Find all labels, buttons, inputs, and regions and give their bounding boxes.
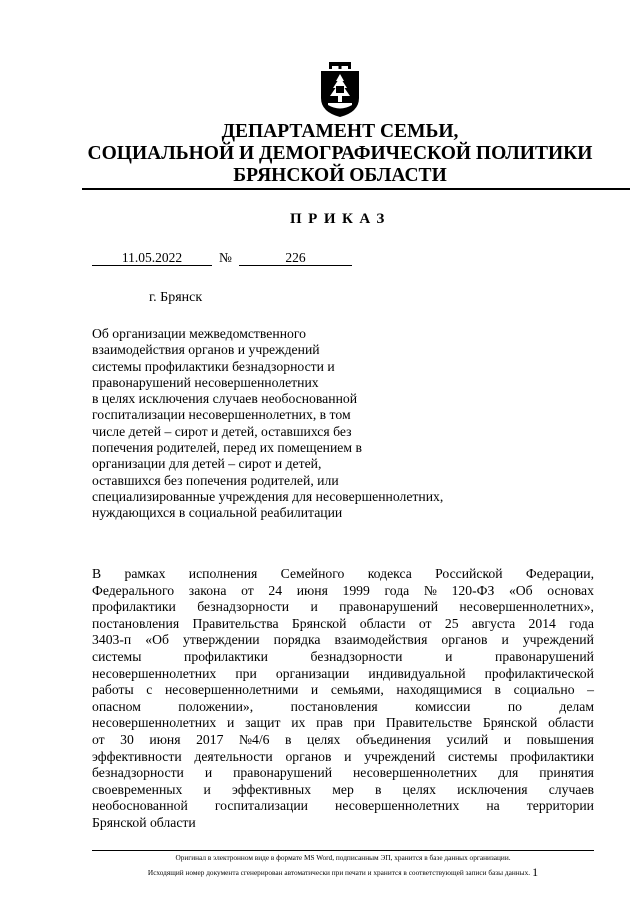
body-word: безнадзорности	[197, 599, 290, 615]
body-word: территории	[526, 798, 594, 814]
subject-line: взаимодействия органов и учреждений	[92, 342, 320, 358]
body-word: усилий	[446, 731, 489, 747]
body-word: Российской	[435, 566, 503, 581]
body-word: несовершеннолетних	[352, 765, 478, 781]
organization-name	[60, 121, 620, 187]
document-date: 11.05.2022	[92, 250, 212, 266]
body-word: социально	[513, 682, 575, 698]
org-line: БРЯНСКОЙ ОБЛАСТИ	[233, 165, 447, 186]
body-word: Семейного	[280, 566, 345, 581]
body-word: несовершеннолетних	[92, 665, 217, 681]
document-subject	[92, 326, 512, 522]
document-type: ПРИКАЗ	[290, 211, 391, 227]
body-word: –	[587, 682, 594, 698]
subject-line: госпитализации несовершеннолетних, в том	[92, 407, 351, 423]
body-word: взаимодействия	[334, 632, 428, 648]
number-sign: №	[219, 250, 232, 265]
body-line	[92, 566, 594, 583]
body-word: правонарушений	[339, 599, 439, 615]
body-word: июня	[296, 582, 328, 598]
body-word: кодекса	[367, 566, 412, 581]
body-word: индивидуальной	[368, 665, 466, 681]
body-word: постановления	[92, 615, 180, 631]
body-word: области	[359, 615, 406, 631]
body-word: системы	[92, 648, 142, 664]
body-word: 3403-п	[92, 632, 132, 648]
body-word: безнадзорности	[310, 648, 403, 664]
document-city: г. Брянск	[149, 290, 203, 305]
body-word: в	[494, 682, 501, 698]
body-word: закона	[188, 582, 227, 598]
body-word: деятельности	[194, 748, 273, 764]
body-word: исключения	[457, 781, 528, 797]
footer-note-original: Оригинал в электронном виде в формате MS Word, подписанным ЭП, хранится в базе данных организации.	[175, 853, 511, 862]
body-word: целях	[402, 781, 436, 797]
body-word: несовершеннолетних	[335, 798, 460, 814]
body-word: Брянской	[482, 715, 538, 731]
body-word: правонарушений	[233, 765, 333, 781]
body-line	[92, 632, 594, 649]
body-word: с	[146, 682, 153, 698]
body-word: 30	[120, 731, 134, 747]
body-word: области	[548, 715, 594, 731]
body-word: мер	[332, 781, 354, 797]
body-word: по	[507, 698, 522, 714]
body-word: года	[384, 582, 410, 598]
body-word: Правительстве	[385, 715, 473, 731]
body-word: основах	[547, 582, 594, 598]
body-word: учреждений	[364, 748, 436, 764]
body-line	[92, 782, 594, 799]
body-line	[92, 583, 594, 600]
subject-line: в целях исключения случаев необоснованной	[92, 391, 358, 407]
subject-line: организации для детей – сирот и детей,	[92, 456, 322, 472]
body-word: на	[486, 798, 500, 814]
header-divider	[82, 188, 630, 190]
body-word: Федерального	[92, 582, 175, 598]
subject-line: Об организации межведомственного	[92, 326, 306, 341]
body-word: прав	[316, 715, 343, 731]
body-word: от	[92, 731, 105, 747]
subject-line: числе детей – сирот и детей, оставшихся без	[92, 423, 352, 439]
footer-note-text: Исходящий номер документа сгенерирован автоматически при печати и хранится в соответствующей записи базы данных.	[147, 868, 531, 877]
body-word: профилактики	[510, 748, 594, 764]
body-word: профилактики	[184, 648, 268, 664]
body-word: комиссии	[415, 698, 471, 714]
body-line	[92, 699, 594, 716]
document-number: 226	[239, 250, 352, 266]
body-word: эффективных	[231, 781, 312, 797]
body-word: и	[310, 682, 319, 698]
body-word: порядка	[273, 632, 321, 648]
body-word: эффективности	[92, 748, 182, 764]
body-word: госпитализации	[214, 798, 308, 814]
body-line	[92, 798, 594, 815]
body-word: и	[204, 765, 213, 781]
body-word: находящимися	[396, 682, 482, 698]
body-word: в	[285, 731, 292, 747]
body-word: 1999	[342, 582, 370, 598]
body-line	[92, 749, 594, 766]
bryansk-coat-of-arms-icon	[318, 62, 362, 118]
body-word: и	[344, 748, 352, 764]
body-word: безнадзорности	[92, 765, 184, 781]
body-word: положении»,	[178, 698, 254, 714]
body-word: 120-ФЗ	[451, 582, 495, 598]
body-word: от	[241, 582, 254, 598]
body-word: органов	[285, 748, 332, 764]
body-word: и	[310, 599, 318, 615]
subject-line: попечения родителей, перед их помещением в	[92, 440, 362, 456]
body-word: №4/6	[238, 731, 270, 747]
body-word: объединения	[355, 731, 431, 747]
body-word: в	[374, 781, 382, 797]
body-word: системы	[448, 748, 498, 764]
body-word: года	[569, 615, 594, 631]
body-word: «Об	[145, 632, 169, 648]
body-word: и	[227, 715, 235, 731]
footer-divider	[92, 850, 594, 851]
body-word: рамках	[124, 566, 166, 581]
body-word: защит	[245, 715, 281, 731]
body-word: Правительства	[192, 615, 279, 631]
body-word: принятия	[539, 765, 594, 781]
body-word: «Об	[508, 582, 533, 598]
body-word: Брянской	[291, 615, 347, 631]
body-word: организации	[275, 665, 350, 681]
body-line	[92, 682, 594, 699]
body-word: исполнения	[188, 566, 258, 581]
body-word: случаев	[548, 781, 594, 797]
body-word: работы	[92, 682, 134, 698]
org-line: ДЕПАРТАМЕНТ СЕМЬИ,	[221, 121, 459, 142]
body-line	[92, 765, 594, 782]
body-word: правонарушений	[495, 648, 594, 664]
body-word: 24	[268, 582, 283, 598]
body-word: и	[503, 731, 512, 747]
document-body	[92, 566, 594, 832]
subject-line: специализированные учреждения для несовершеннолетних,	[92, 488, 444, 504]
body-word: августа	[471, 615, 516, 631]
body-word: Федерации,	[525, 566, 594, 581]
body-word: семьями,	[330, 682, 384, 698]
body-word: целях	[307, 731, 341, 747]
body-word: 25	[444, 615, 459, 631]
body-word: при	[235, 665, 257, 681]
subject-line: нуждающихся в социальной реабилитации	[92, 505, 343, 521]
body-line	[92, 666, 594, 683]
body-line	[92, 616, 594, 633]
body-word: 2017	[196, 731, 224, 747]
body-word: несовершеннолетними	[164, 682, 299, 698]
subject-line: оставшихся без попечения родителей, или	[92, 472, 339, 488]
subject-line: системы профилактики безнадзорности и	[92, 358, 335, 374]
body-line	[92, 649, 594, 666]
body-word: июня	[149, 731, 181, 747]
body-word: от	[418, 615, 432, 631]
body-line: Брянской области	[92, 814, 196, 830]
body-word: утверждении	[183, 632, 260, 648]
body-word: при	[353, 715, 376, 731]
body-line	[92, 715, 594, 732]
body-word: В	[92, 566, 102, 581]
body-word: профилактики	[92, 599, 176, 615]
body-word: делам	[559, 698, 594, 714]
body-word: повышения	[526, 731, 594, 747]
footer-note-number	[92, 866, 594, 879]
body-word: опасном	[92, 698, 141, 714]
body-word: необоснованной	[92, 798, 188, 814]
body-word: и	[501, 632, 509, 648]
body-word: органов	[441, 632, 488, 648]
body-word: учреждений	[522, 632, 594, 648]
body-word: №	[423, 582, 437, 598]
org-line: СОЦИАЛЬНОЙ И ДЕМОГРАФИЧЕСКОЙ ПОЛИТИКИ	[87, 143, 593, 164]
body-word: своевременных	[92, 781, 183, 797]
body-word: и	[445, 648, 453, 664]
body-line	[92, 732, 594, 749]
page-number: 1	[532, 865, 539, 879]
body-word: постановления	[290, 698, 378, 714]
body-line	[92, 599, 594, 616]
body-word: 2014	[528, 615, 556, 631]
body-word: и	[203, 781, 211, 797]
body-word: для	[498, 765, 519, 781]
body-word: профилактической	[484, 665, 594, 681]
body-word: их	[291, 715, 306, 731]
body-word: несовершеннолетних	[92, 715, 217, 731]
body-word: несовершеннолетних»,	[459, 599, 594, 615]
subject-line: правонарушений несовершеннолетних	[92, 374, 319, 390]
